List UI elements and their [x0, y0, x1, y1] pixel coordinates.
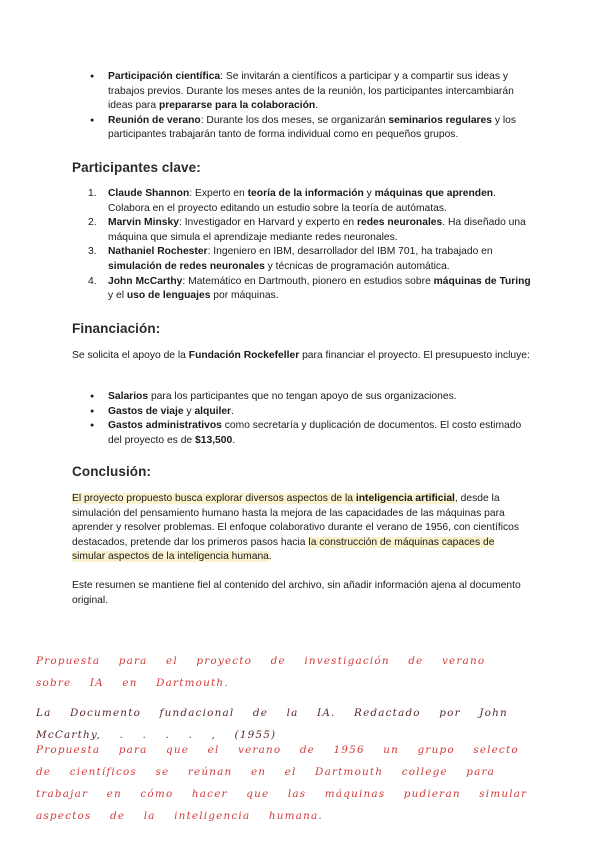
item-text: .	[315, 100, 319, 112]
item-text: : Ingeniero en IBM, desarrollador del IBM 701, ha trabajado en	[207, 246, 493, 258]
section-heading-funding: Financiación:	[72, 321, 161, 336]
top-bullet-list	[72, 70, 532, 143]
list-item	[72, 275, 532, 304]
bold-term: Fundación Rockefeller	[188, 350, 300, 361]
bold-term: alquiler	[194, 405, 232, 417]
participants-list	[72, 187, 532, 304]
participant-name: John McCarthy	[108, 275, 183, 287]
handwritten-note-1: Propuesta para el proyecto de investigación de verano sobre IA en Dartmouth.	[36, 655, 486, 689]
bold-term: Salarios	[108, 391, 149, 402]
list-item	[72, 390, 532, 405]
item-text: y	[183, 405, 195, 417]
item-text: .	[231, 405, 234, 417]
budget-amount: $13,500	[195, 434, 233, 446]
bold-term: seminarios regulares	[388, 114, 493, 126]
item-number: 3.	[88, 246, 97, 258]
item-text: : Experto en	[189, 188, 248, 199]
bold-term: simulación de redes neuronales	[108, 260, 265, 272]
participant-name: Marvin Minsky	[108, 217, 179, 229]
paragraph-text: .	[268, 551, 272, 563]
item-text: y los participantes trabajarán tanto de forma individual como en pequeños grupos.	[108, 114, 517, 141]
bold-term: Reunión de verano	[108, 114, 201, 126]
bold-term: teoría de la información	[247, 188, 364, 199]
closing-paragraph: Este resumen se mantiene fiel al contenido del archivo, sin añadir información ajena al documento original.	[72, 580, 521, 606]
item-text: para los participantes que no tengan apoyo de sus organizaciones.	[148, 391, 457, 402]
bold-term: Gastos de viaje	[108, 405, 184, 417]
section-heading-conclusion: Conclusión:	[72, 464, 152, 479]
bold-term: inteligencia artificial	[355, 493, 455, 504]
item-text: y el	[108, 290, 127, 302]
paragraph-text: , desde la simulación del pensamiento humano hasta la mejora de las capacidades de las máquinas para aprender y resolver problemas. El enfoque colaborativo durante el verano de 1956, con científicos destacados, pretende dar los primeros pasos hacia	[72, 493, 520, 548]
participant-name: Claude Shannon	[108, 188, 190, 199]
list-item	[72, 70, 532, 114]
item-text: : Se invitarán a científicos a participar y a compartir sus ideas y trabajos previos. Durante los meses antes de la reunión, los participantes intercambiarán ideas para	[108, 71, 514, 112]
list-item	[72, 245, 532, 274]
item-number: 2.	[88, 217, 97, 229]
item-text: : Investigador en Harvard y experto en	[178, 217, 357, 229]
bold-term: máquinas que aprenden	[374, 188, 494, 199]
highlighted-text: la construcción de máquinas capaces de simular aspectos de la inteligencia humana	[72, 536, 495, 563]
item-text: como secretaría y duplicación de documentos. El costo estimado del proyecto es de	[108, 420, 522, 446]
funding-list	[72, 390, 532, 448]
list-item	[72, 114, 532, 143]
list-item	[72, 405, 532, 420]
item-text: . Ha diseñado una máquina que simula el aprendizaje mediante redes neuronales.	[108, 217, 526, 243]
item-text: y técnicas de programación automática.	[264, 260, 450, 272]
bold-term: uso de lenguajes	[126, 290, 211, 302]
funding-intro	[72, 349, 530, 364]
item-number: 1.	[88, 188, 97, 199]
intro-text: Se solicita el apoyo de la	[72, 350, 189, 361]
handwritten-note-2: La Documento fundacional de la IA. Redactado por John McCarthy, . . . . , (1955)	[36, 707, 508, 741]
item-text: . Colabora en el proyecto editando un estudio sobre la teoría de autómatas.	[108, 188, 496, 214]
bold-term: redes neuronales	[356, 217, 443, 229]
participant-name: Nathaniel Rochester	[108, 246, 208, 258]
item-text: : Matemático en Dartmouth, pionero en estudios sobre	[182, 275, 434, 287]
section-heading-participants: Participantes clave:	[72, 160, 201, 175]
list-item	[72, 216, 532, 245]
conclusion-paragraph	[72, 492, 530, 565]
handwritten-note-3: Propuesta para que el verano de 1956 un grupo selecto de científicos se reúnan en el Dartmouth college para trabajar en cómo hacer que las máquinas pudieran simular aspectos de la inteligencia humana.	[36, 744, 528, 822]
item-text: por máquinas.	[210, 290, 279, 302]
bold-term: Gastos administrativos	[108, 420, 222, 432]
bold-term: Participación científica	[108, 71, 221, 82]
intro-text: para financiar el proyecto. El presupuesto incluye:	[299, 350, 530, 361]
item-number: 4.	[88, 275, 97, 287]
item-text: y	[363, 188, 375, 199]
bold-term: prepararse para la colaboración	[158, 100, 316, 112]
item-text: .	[232, 434, 236, 446]
list-item	[72, 419, 532, 448]
list-item	[72, 187, 532, 216]
bold-term: máquinas de Turing	[433, 275, 531, 287]
highlighted-text: El proyecto propuesto busca explorar diversos aspectos de la	[72, 493, 356, 504]
item-text: : Durante los dos meses, se organizarán	[200, 114, 389, 126]
